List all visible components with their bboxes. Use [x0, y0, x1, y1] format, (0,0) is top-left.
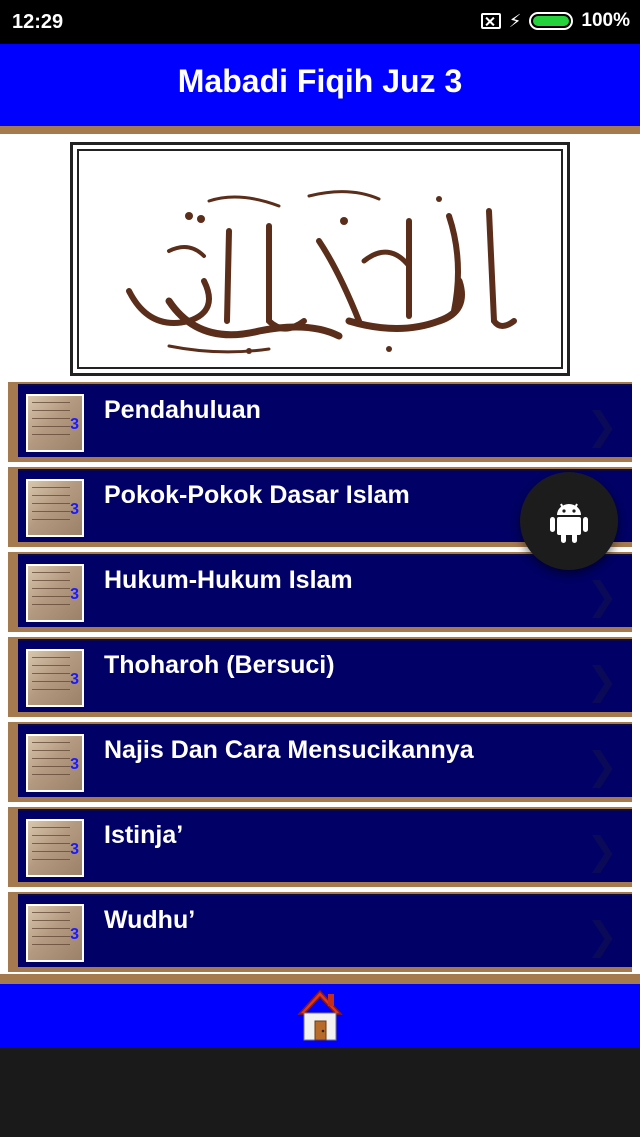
android-icon [549, 499, 589, 543]
list-item-label: Najis Dan Cara Mensucikannya [104, 736, 474, 764]
calligraphy-image [109, 171, 539, 361]
list-item-pendahuluan[interactable] [8, 382, 632, 462]
list-item-thoharoh[interactable] [8, 637, 632, 717]
book-thumbnail: 3 [26, 819, 84, 877]
bottom-bar [0, 984, 640, 1048]
header-divider [0, 126, 640, 134]
list-item-label: Wudhu’ [104, 906, 196, 934]
status-time: 12:29 [12, 11, 64, 33]
list-item-hukum-hukum-islam[interactable] [8, 552, 632, 632]
sim-icon [481, 13, 501, 29]
battery-percentage: 100% [581, 10, 630, 31]
book-thumbnail: 3 [26, 394, 84, 452]
footer-divider [0, 974, 640, 984]
book-thumbnail: 3 [26, 564, 84, 622]
chapter-list [8, 382, 632, 977]
list-item-label: Pendahuluan [104, 396, 261, 424]
chevron-right-icon: ❯ [586, 661, 618, 703]
battery-icon [529, 12, 573, 30]
page-title: Mabadi Fiqih Juz 3 [177, 63, 463, 99]
list-item-istinja[interactable] [8, 807, 632, 887]
chevron-right-icon: ❯ [586, 916, 618, 958]
list-item-label: Hukum-Hukum Islam [104, 566, 353, 594]
status-bar [0, 0, 640, 44]
calligraphy-banner [70, 142, 570, 376]
list-item-wudhu[interactable] [8, 892, 632, 972]
chevron-right-icon: ❯ [586, 576, 618, 618]
list-item-label: Istinja’ [104, 821, 184, 849]
chevron-right-icon: ❯ [586, 831, 618, 873]
book-thumbnail: 3 [26, 649, 84, 707]
bottom-spacer [0, 1048, 640, 1137]
home-icon[interactable] [296, 988, 344, 1042]
book-thumbnail: 3 [26, 479, 84, 537]
chevron-right-icon: ❯ [586, 406, 618, 448]
chevron-right-icon: ❯ [586, 746, 618, 788]
list-item-najis[interactable] [8, 722, 632, 802]
book-thumbnail: 3 [26, 904, 84, 962]
list-item-label: Pokok-Pokok Dasar Islam [104, 481, 410, 509]
app-bar [0, 44, 640, 126]
list-item-label: Thoharoh (Bersuci) [104, 651, 335, 679]
android-fab-button[interactable] [520, 472, 618, 570]
book-thumbnail: 3 [26, 734, 84, 792]
charging-bolt-icon: ⚡ [508, 10, 522, 31]
status-icons [481, 10, 630, 32]
